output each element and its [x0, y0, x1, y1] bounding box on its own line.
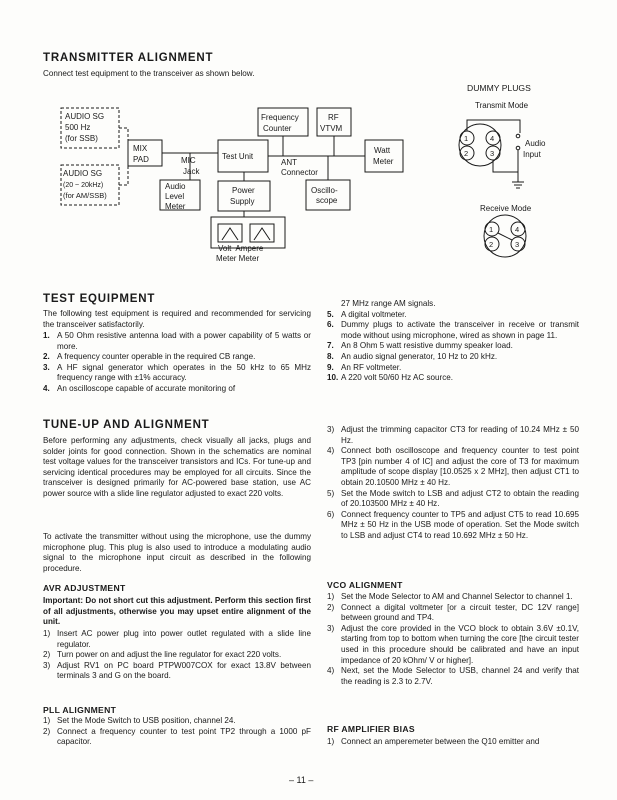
tune-up-para-2: To activate the transmitter without using the microphone, use the dummy microphone plug. This plug is also used to introduce a modulating audio signal to the microphone input circuit as described in the following procedure.	[43, 532, 311, 573]
pin-2: 2	[464, 149, 469, 158]
audio-level-label-1: Audio	[165, 182, 186, 191]
test-unit-label: Test Unit	[222, 152, 254, 161]
test-equipment-title: TEST EQUIPMENT	[43, 293, 156, 305]
audio-sg-ssb-label-2: 500 Hz	[65, 123, 91, 132]
list-item: 1) Connect an amperemeter between the Q10 emitter and	[327, 737, 540, 746]
pin-4: 4	[490, 134, 495, 143]
transmitter-alignment-title: TRANSMITTER ALIGNMENT	[43, 52, 214, 64]
test-equipment-list-right	[327, 299, 579, 384]
list-item: 27 MHz range AM signals.	[341, 299, 436, 308]
list-item: 1. A 50 Ohm resistive antenna load with a power capability of 5 watts or more.	[43, 331, 311, 351]
avr-title: AVR ADJUSTMENT	[43, 583, 126, 593]
pll-title: PLL ALIGNMENT	[43, 705, 117, 715]
list-item: 3) Adjust the core provided in the VCO block to obtain 3.6V ±0.1V, starting from top to bottom when turning the core [the circuit tester used in this procedure should be calibrated and have an input impedance of 20 kOhm/ V or higher].	[327, 623, 579, 665]
list-item: 4) Next, set the Mode Selector to USB, channel 24 and verify that the reading is 2.3 to 2.7V.	[327, 666, 579, 686]
list-item: 1) Set the Mode Selector to AM and Channel Selector to channel 1.	[327, 592, 573, 601]
list-item: 6) Connect frequency counter to TP5 and adjust CT5 to read 10.695 MHz ± 50 Hz in the USB mode of operation. Set the Mode switch to LSB and adjust CT4 to read 10.692 MHz ± 50 Hz.	[327, 509, 579, 540]
oscilloscope-box	[306, 180, 350, 210]
counter-label: Counter	[263, 124, 292, 133]
list-item: 10. A 220 volt 50/60 Hz AC source.	[327, 373, 454, 383]
pin-3: 3	[490, 149, 495, 158]
power-label: Power	[232, 186, 255, 195]
transmit-mode-label: Transmit Mode	[475, 101, 529, 110]
pll-steps-right	[327, 425, 579, 542]
list-item: 2) Connect a frequency counter to test point TP2 through a 1000 pF capacitor.	[43, 726, 311, 747]
oscillo-label: Oscillo-	[311, 186, 338, 195]
receive-mode-label: Receive Mode	[480, 204, 532, 213]
list-item: 2) Turn power on and adjust the line regulator for exact 220 volts.	[43, 650, 282, 660]
test-setup-diagram	[0, 0, 617, 290]
audio-sg-am-label-2: (20 ~ 20kHz)	[63, 182, 104, 189]
list-item: 4) Connect both oscilloscope and frequency counter to test point TP3 [pin number 4 of IC] and adjust the core of T3 for maximum amplitude of scope display [10.0525 x 2 MHz], then adjust CT1 to obtain 20.10500 MHz ± 40 Hz.	[327, 446, 579, 487]
supply-label: Supply	[230, 197, 255, 206]
tune-up-title: TUNE-UP AND ALIGNMENT	[43, 419, 210, 431]
list-item: 3) Adjust RV1 on PC board PTPW007COX for exact 13.8V between terminals 3 and G on the board.	[43, 660, 311, 681]
list-item: 5. A digital voltmeter.	[327, 309, 407, 319]
meter-label: Meter	[373, 157, 394, 166]
list-item: 2) Connect a digital voltmeter [or a circuit tester, DC 12V range] between ground and TP4.	[327, 602, 579, 623]
vco-title: VCO ALIGNMENT	[327, 580, 403, 590]
list-item: 1) Set the Mode Switch to USB position, channel 24.	[43, 716, 236, 725]
watt-meter-box	[365, 140, 403, 172]
tune-up-para-1: Before performing any adjustments, check visually all jacks, plugs and solder joints for good connection. Shown in the schematics are nominal test voltage values for the transceiver transistors and ICs. For tune-up and servicing identical procedures may be employed for all circuits. Since the transceiver is designed primarily for AC-powered base station, use AC power source with a slide line regulator adjusted to exact 220 volts.	[43, 436, 311, 498]
connector-label: Connector	[281, 168, 318, 177]
list-item: 5) Set the Mode switch to LSB and adjust CT2 to obtain the reading of 20.103500 MHz ± 40 Hz.	[327, 488, 579, 509]
ant-label: ANT	[281, 158, 297, 167]
rx-pin-2: 2	[489, 240, 494, 249]
audio-level-label-2: Level	[165, 192, 185, 201]
test-equipment-intro: The following test equipment is required and recommended for servicing the transceiver satisfactorily.	[43, 309, 311, 329]
list-item: 1) Insert AC power plug into power outlet regulated with a slide line regulator.	[43, 629, 311, 649]
list-item: 7. An 8 Ohm 5 watt resistive dummy speaker load.	[327, 341, 513, 351]
mic-label: MIC	[181, 156, 196, 165]
list-item: 3) Adjust the trimming capacitor CT3 for reading of 10.24 MHz ± 50 Hz.	[327, 425, 579, 445]
pin-1: 1	[464, 134, 469, 143]
audio-sg-am-label-1: AUDIO SG	[63, 169, 103, 178]
list-item: 3. A HF signal generator which operates in the 50 kHz to 65 MHz frequency range with ±1% accuracy.	[43, 362, 311, 383]
pad-label: PAD	[133, 155, 149, 164]
list-item: 2. A frequency counter operable in the required CB range.	[43, 352, 256, 362]
test-equipment-list-left	[43, 331, 311, 395]
audio-level-label-3: Meter	[165, 202, 186, 211]
rx-pin-1: 1	[489, 225, 494, 234]
list-item: 9. An RF voltmeter.	[327, 362, 402, 372]
audio-input-label-2: Input	[523, 150, 541, 159]
avr-important: Important: Do not short cut this adjustment. Perform this section first of all adjustments, otherwise you may upset entire alignment of the unit.	[43, 596, 311, 627]
list-item: 6. Dummy plugs to activate the transceiver in receive or transmit mode without using microphone, wired as shown in page 11.	[327, 320, 579, 340]
frequency-label: Frequency	[261, 113, 299, 122]
vco-steps	[327, 592, 579, 687]
audio-sg-am-label-3: (for AM/SSB)	[63, 191, 107, 200]
rf-label: RF	[328, 113, 339, 122]
audio-sg-ssb-label-3: (for SSB)	[65, 134, 98, 143]
meter-meter-label: Meter Meter	[216, 254, 260, 263]
watt-label: Watt	[374, 146, 391, 155]
mix-label: MIX	[133, 144, 148, 153]
pll-steps-left	[43, 716, 311, 748]
page-number: – 11 –	[289, 775, 314, 785]
jack-label: Jack	[183, 167, 200, 176]
list-item: 4. An oscilloscope capable of accurate monitoring of	[43, 383, 236, 393]
list-item: 8. An audio signal generator, 10 Hz to 20 kHz.	[327, 351, 498, 361]
dummy-plugs-title: DUMMY PLUGS	[467, 83, 531, 93]
audio-input-label-1: Audio	[525, 139, 546, 148]
transmitter-intro: Connect test equipment to the transceiver as shown below.	[43, 69, 255, 78]
rx-pin-4: 4	[515, 225, 520, 234]
rf-amplifier-bias-title: RF AMPLIFIER BIAS	[327, 724, 415, 734]
vtvm-label: VTVM	[320, 124, 343, 133]
avr-steps	[43, 629, 311, 682]
rf-bias-steps	[327, 737, 579, 748]
rx-pin-3: 3	[515, 240, 520, 249]
volt-ampere-label: Volt Ampere	[218, 244, 264, 253]
scope-label: scope	[316, 196, 338, 205]
audio-sg-ssb-label-1: AUDIO SG	[65, 112, 105, 121]
